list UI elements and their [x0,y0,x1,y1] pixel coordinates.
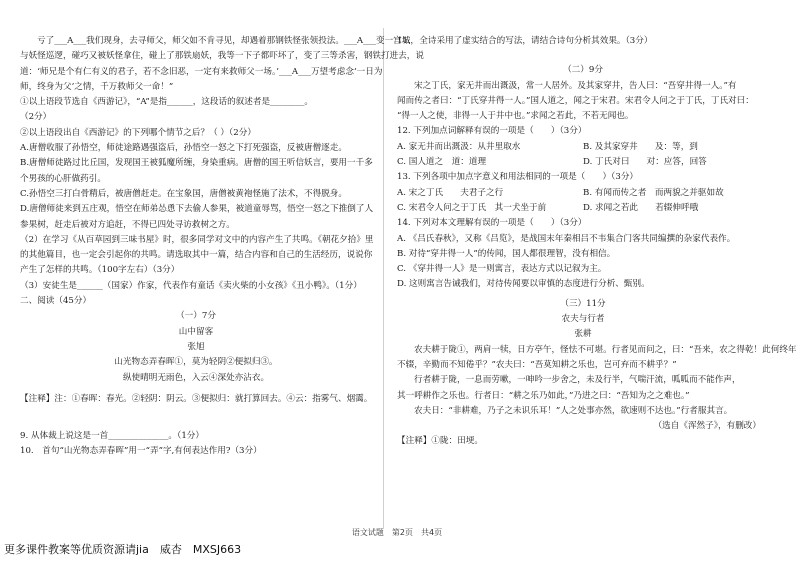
option: D. 求闻之若此 若辍伸呼哦 [583,202,699,213]
story-line: 其一呼耕作之乐也。行者日：“耕之乐乃如此，”乃进之曰：“吾知为之之难也。” [397,390,690,401]
left-column [20,34,424,460]
question-2-option-b-cont: 个男孩的心肝做药引。 [20,173,106,184]
question-2: ②以上语段出自《西游记》的下列哪个情节之后？（ ）（2分） [20,127,256,138]
option: B. 有闻而传之者 而两貌之并驱如故 [583,187,724,198]
column-divider [383,28,384,528]
story-line: 不辍，辛勤而不知倦乎？”农夫曰：“吾莫知耕之乐也，岂可弃而不耕乎？” [397,359,677,370]
question-14: 14. 下列对本文理解有误的一项是（ ）（3分） [397,218,587,229]
question-3: （2）在学习《从百草园到三味书屋》时，很多同学对文中的内容产生了共鸣。《朝花夕拾》里 [20,234,374,245]
story-title: 农夫与行者 [561,314,605,325]
question-13-options-row [397,201,769,216]
option: C. 宋君令人问之于丁氏 其一犬坐于前 [397,202,547,213]
story-note: 【注释】①陇：田埂。 [397,436,483,447]
section-3-label: （三）11分 [560,298,606,309]
question-14-option-b: B. 对待“穿井得一人”的传闻，国人都很理智，没有相信。 [397,248,616,259]
question-3-cont: 的其他篇目，也一定会引起你的共鸣。请选取其中一篇，结合内容和自己的生活经历，说说你 [20,250,373,261]
option: B. 及其家穿井 及：等，到 [583,141,698,152]
poem-section-label: （一）7分 [176,311,216,322]
question-2-option-d-cont: 参果树，赶走后被对方追赶，不得已四处寻访救树之方。 [20,219,235,230]
option: A. 家无井而出溉汲：从井里取水 [397,141,521,152]
passage2-line: 宋之丁氏，家无井而出溉汲，常一人居外。及其家穿井，告人曰：“吾穿井得一人。”有 [414,80,737,91]
question-2-option-c: C.孙悟空三打白骨精后，被唐僧赶走。在宝象国，唐僧被黄袍怪施了法术，不得脱身。 [20,188,347,199]
poem-line: 山光物态弄春晖①，莫为轻阴②便拟归③。 [114,357,278,368]
story-line: 农夫日：“非耕难，乃子之未识乐耳！”人之处事亦然，欲速则不达也。”行者服其言。 [414,405,733,416]
passage-line: 师，终身为父’之情，千万救师父一命！” [20,81,174,92]
question-14-option-c: C. 《穿井得一人》是一则寓言，表达方式以记叙为主。 [397,264,607,275]
poem-title: 山中留客 [178,326,214,337]
right-column [397,34,797,450]
footer-ad-text: 更多课件教案等优质资源请jia 威杏 MXSJ663 [4,543,242,556]
question-12: 12. 下列加点词解释有误的一项是（ ）（3分） [397,126,587,137]
passage2-line: “得一人之使，非得一人于井中也。”求闻之若此，不若无闻也。 [397,111,634,122]
section-2-label: （二）9分 [563,65,603,76]
question-11: 11. 全诗采用了虚实结合的写法，请结合诗句分析其效果。（3分） [397,36,653,46]
page-number: 语文试题 第2页 共4页 [351,528,443,537]
story-line: 农夫耕于陇①，两肩一犊，日方亭午，怪怯不可堪。行者见而问之，曰：“吾来，农之得乾！此何终年 [414,344,797,355]
option: C. 国人道之 道：道理 [397,157,487,168]
question-12-options-row [397,155,769,170]
question-13-options-row [397,186,769,201]
poem-author: 张旭 [187,341,205,352]
question-1: ①以上语段节选自《西游记》，“A”是指______，这段话的叙述者是________。 [20,97,314,108]
question-1-score: （2分） [20,112,52,123]
question-3-cont: 产生了怎样的共鸣。（100字左右）（3分） [20,265,180,276]
passage-line: 道：‘师兄是个有仁有义的君子，若不念旧恶，一定有来救师父一场。’___A___万望考虑念‘一日为 [20,66,383,77]
question-13: 13. 下列各项中加点字意义和用法相同的一项是（ ）（3分） [397,172,639,183]
question-14-option-a: A. 《吕氏春秋》，又称《吕览》，是战国末年秦相吕不韦集合门客共同编撰的杂家代表作。 [397,233,736,244]
option: A. 宋之丁氏 夫君子之行 [397,187,504,198]
option: D. 丁氏对曰 对：应答，回答 [583,157,707,168]
section-reading: 二、阅读（45分） [20,296,92,307]
passage2-line: 闻而传之者曰：“丁氏穿井得一人。”国人道之，闻之于宋君。宋君令人问之于丁氏，丁氏对曰： [397,95,754,106]
question-10: 10. 首句“山光物态弄春晖”用一“弄”字,有何表达作用?（3分） [20,446,262,457]
story-source: （选自《浑然子》，有删改） [653,421,761,432]
story-author: 张耕 [574,329,592,340]
question-14-option-d: D. 这则寓言告诫我们，对待传闻要以审慎的态度进行分析、甄别。 [397,279,650,290]
question-2-option-b: B.唐僧师徒路过比丘国，发现国王被狐魔所缠，身染重病。唐僧的国王听信妖言，要用一千多 [20,158,373,169]
question-2-option-a: A.唐僧收服了孙悟空，师徒途路遇强盗后，孙悟空一怒之下打死强盗，反被唐僧逐走。 [20,143,347,154]
poem-line: 纵使晴明无雨色，入云④深处亦沾衣。 [122,372,270,383]
question-9: 9. 从体裁上说这是一首______________。（1分） [20,431,204,442]
question-4: （3）安徒生是______（国家）作家，代表作有童话《卖火柴的小女孩》《丑小鸭》。（1分） [20,280,362,291]
question-2-option-d: D.唐僧师徒来到五庄观，悟空在师弟怂恿下去偷人参果，被道童辱骂，悟空一怒之下推倒了人 [20,204,374,215]
story-line: 行者耕于陇，一息而劳嗽，一呻吟一步舍之，未及行半，气喘汗流，呱呱而不能作声， [414,375,741,386]
passage-line: 亏了___A___我们现身，去寻师父，师父如不肯寻见，却遇着那钢铁怪张领投法。___A___变一宫城， [37,36,419,46]
poem-note: 【注释】注：①春晖：春光。②轻阴：阴云。③便拟归：就打算回去。④云：指雾气、烟霭。 [20,393,373,404]
passage-line: 与妖怪巡逻，碰巧又被妖怪拿住，碰上了那铁扇妖，我等一下子都吓坏了，变了三等杀害，钢铁打进去，说 [20,51,424,62]
question-12-options-row [397,140,769,155]
